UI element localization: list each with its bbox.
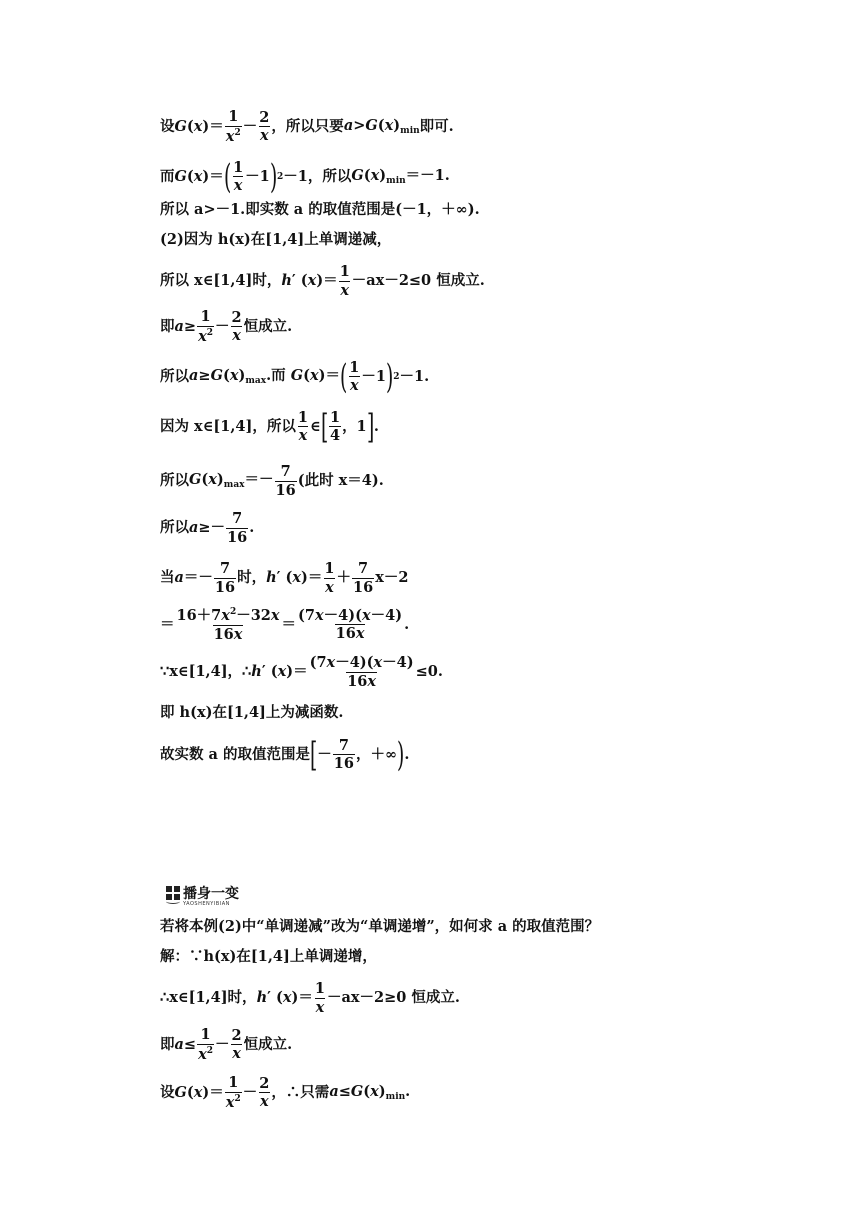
line-11: 当 a＝－ $\frac{7}{16}$ 时， h′ (x)＝ $\frac{1}{x}$ ＋ $\frac{7}{16}$ x－2 <box>160 560 409 596</box>
fraction: $\frac{7}{16}$ <box>333 736 354 772</box>
fraction: $\frac{1}{4}$ <box>329 408 341 444</box>
fraction: $\frac{1}{x}$ <box>324 560 335 596</box>
variant-badge: 播身一变 <box>166 883 239 903</box>
line-3: 所以 a>－1.即实数 a 的取值范围是(－1，＋∞). <box>160 201 480 218</box>
line-7: 所以 $a\ge G(x)_{max}$.而 G(x)＝ ( $\frac{1}{x}$ －1 ) 2 －1. <box>160 357 430 397</box>
line-4: (2)因为 h(x)在[1,4]上单调递减， <box>160 231 392 248</box>
line-8: 因为 x∈[1,4]，所以 $\frac{1}{x}$ ∈ [ $\frac{1}{4}$ ，1 ] . <box>160 407 379 447</box>
fraction: $\frac{1}{x}$ <box>233 158 244 194</box>
grid-icon <box>166 886 180 900</box>
wave-icon <box>166 899 180 904</box>
fraction: $\frac{2}{x}$ <box>259 108 270 144</box>
variant-question: 若将本例(2)中“单调递减”改为“单调递增”，如何求 a 的取值范围？ <box>160 918 600 935</box>
line-12: ＝ $\frac{16+7x^2-32x}{16x}$ ＝ $\frac{(7x-4)(x-4)}{16x}$ . <box>160 606 410 643</box>
formula-G-def: G(x)＝ <box>174 117 224 135</box>
line-13: ∵x∈[1,4]，∴ h′ (x)＝ $\frac{(7x-4)(x-4)}{16x}$ ≤0. <box>160 654 443 690</box>
variant-step-4: 设 G(x)＝ $\frac{1}{x^2}$ － $\frac{2}{x}$ ，∴只需 $a\le G(x)_{min}$. <box>160 1074 411 1111</box>
fraction: $\frac{2}{x}$ <box>259 1074 270 1110</box>
fraction: $\frac{1}{x}$ <box>339 263 350 299</box>
fraction: $\frac{7}{16}$ <box>214 560 236 596</box>
fraction: $\frac{7}{16}$ <box>353 560 374 596</box>
fraction: $\frac{1}{x^2}$ <box>225 108 241 145</box>
fraction: $\frac{7}{16}$ <box>227 510 248 546</box>
fraction: $\frac{1}{x}$ <box>297 408 308 444</box>
line-6: 即 a≥ $\frac{1}{x^2}$ － $\frac{2}{x}$ 恒成立. <box>160 308 293 345</box>
badge-subtitle: YAOSHENYIBIAN <box>183 901 230 907</box>
variant-step-2: ∴x∈[1,4]时， h′ (x)＝ $\frac{1}{x}$ －ax－2≥0 恒成立. <box>160 980 460 1016</box>
line-5: 所以 x∈[1,4]时， h′ (x)＝ $\frac{1}{x}$ －ax－2≤0 恒成立. <box>160 263 485 299</box>
fraction: $\frac{2}{x}$ <box>231 308 242 344</box>
line-15: 故实数 a 的取值范围是 [ － $\frac{7}{16}$ ，＋∞ ) . <box>160 735 410 775</box>
line-14: 即 h(x)在[1,4]上为减函数. <box>160 704 344 721</box>
variant-step-1: 解：∵h(x)在[1,4]上单调递增， <box>160 948 377 965</box>
line-2: 而 G(x)＝ ( $\frac{1}{x}$ －1 ) 2 －1 ，所以 $G(x)_{min}=-1$. <box>160 157 450 197</box>
fraction: $\frac{1}{x^2}$ <box>225 1074 241 1111</box>
line-10: 所以 a≥－ $\frac{7}{16}$ . <box>160 510 255 546</box>
variant-step-3: 即 a≤ $\frac{1}{x^2}$ － $\frac{2}{x}$ 恒成立. <box>160 1026 293 1063</box>
fraction: $\frac{1}{x^2}$ <box>198 308 213 345</box>
fraction: $\frac{(7x-4)(x-4)}{16x}$ <box>298 606 403 642</box>
fraction: $\frac{1}{x}$ <box>314 980 325 1016</box>
fraction: $\frac{2}{x}$ <box>231 1026 242 1062</box>
fraction: $\frac{7}{16}$ <box>275 463 296 499</box>
line-9: 所以 $G(x)_{max}=-$ $\frac{7}{16}$ (此时 x＝4). <box>160 463 384 499</box>
line-1: 设 G(x)＝ $\frac{1}{x^2}$ － $\frac{2}{x}$ ，所以只要 $a>G(x)_{min}$ 即可. <box>160 108 454 145</box>
fraction: $\frac{1}{x^2}$ <box>198 1026 213 1063</box>
fraction: $\frac{(7x-4)(x-4)}{16x}$ <box>309 654 414 690</box>
fraction: $\frac{1}{x}$ <box>349 358 360 394</box>
fraction: $\frac{16+7x^2-32x}{16x}$ <box>176 607 280 643</box>
